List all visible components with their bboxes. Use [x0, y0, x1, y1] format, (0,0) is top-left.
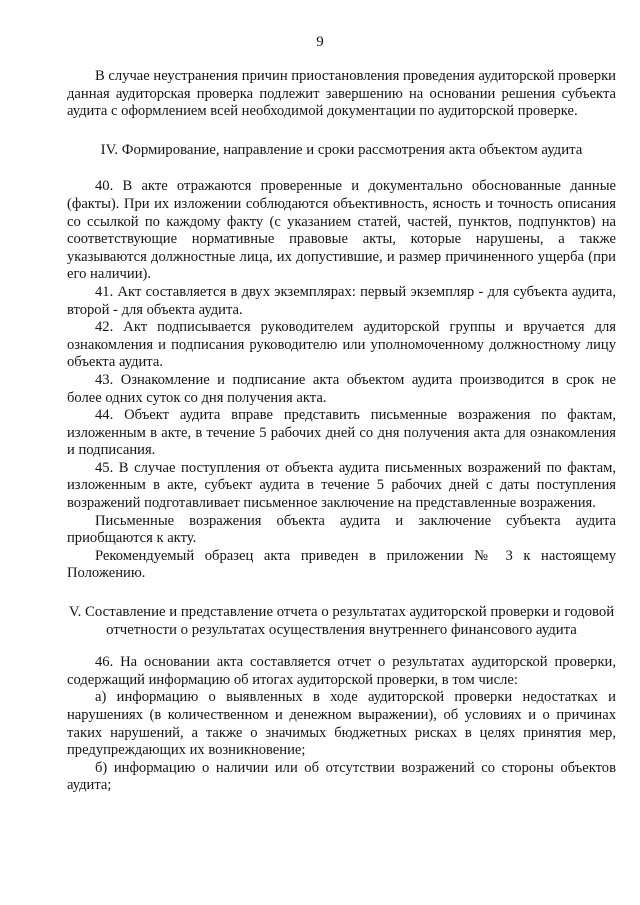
document-body — [67, 68, 616, 797]
paragraph-objections: Письменные возражения объекта аудита и заключение субъекта аудита приобщаются к акту. — [67, 512, 616, 547]
paragraph-sample-act: Рекомендуемый образец акта приведен в приложении № 3 к настоящему Положению. — [67, 547, 616, 582]
paragraph-45: 45. В случае поступления от объекта аудита письменных возражений по фактам, изложенным в акте, субъект аудита в течение 5 рабочих дней с даты поступления возражений подготавливает письменное заключение на представленные возражения. — [67, 459, 616, 512]
paragraph-41: 41. Акт составляется в двух экземплярах: первый экземпляр - для субъекта аудита, второй - для объекта аудита. — [67, 283, 616, 318]
page-number: 9 — [316, 34, 324, 50]
paragraph-42: 42. Акт подписывается руководителем аудиторской группы и вручается для ознакомления и подписания руководителю или уполномоченному должностному лицу объекта аудита. — [67, 319, 616, 371]
paragraph-suspension-termination: В случае неустранения причин приостановления проведения аудиторской проверки данная аудиторская проверка подлежит завершению на основании решения субъекта аудита с оформлением всей необходимой документации по аудиторской проверке. — [67, 68, 616, 120]
paragraph-46-b: б) информацию о наличии или об отсутствии возражений со стороны объектов аудита; — [67, 759, 616, 794]
paragraph-43: 43. Ознакомление и подписание акта объектом аудита производится в срок не более одних суток со дня получения акта. — [67, 371, 616, 406]
section-heading-v: V. Составление и представление отчета о результатах аудиторской проверки и годовой отчетности о результатах осуществления внутреннего финансового аудита — [68, 604, 615, 638]
paragraph-46: 46. На основании акта составляется отчет о результатах аудиторской проверки, содержащий информацию об итогах аудиторской проверки, в том числе: — [67, 654, 616, 688]
paragraph-46-a: а) информацию о выявленных в ходе аудиторской проверки недостатках и нарушениях (в количественном и денежном выражении), об условиях и о причинах таких нарушений, а также о значимых бюджетных рисках в целях принятия мер, предупреждающих их возникновение; — [67, 689, 616, 759]
paragraph-40: 40. В акте отражаются проверенные и документально обоснованные данные (факты). При их изложении соблюдаются объективность, ясность и точность описания со ссылкой по каждому факту (с указанием статей, частей, пунктов, подпунктов) на соответствующие нормативные правовые акты, которые нарушены, а также указываются должностные лица, их допустившие, и размер причиненного ущерба (при его наличии). — [67, 178, 616, 283]
section-heading-iv: IV. Формирование, направление и сроки рассмотрения акта объектом аудита — [100, 141, 583, 158]
paragraph-44: 44. Объект аудита вправе представить письменные возражения по фактам, изложенным в акте, в течение 5 рабочих дней со дня получения акта для ознакомления и подписания. — [67, 407, 616, 459]
